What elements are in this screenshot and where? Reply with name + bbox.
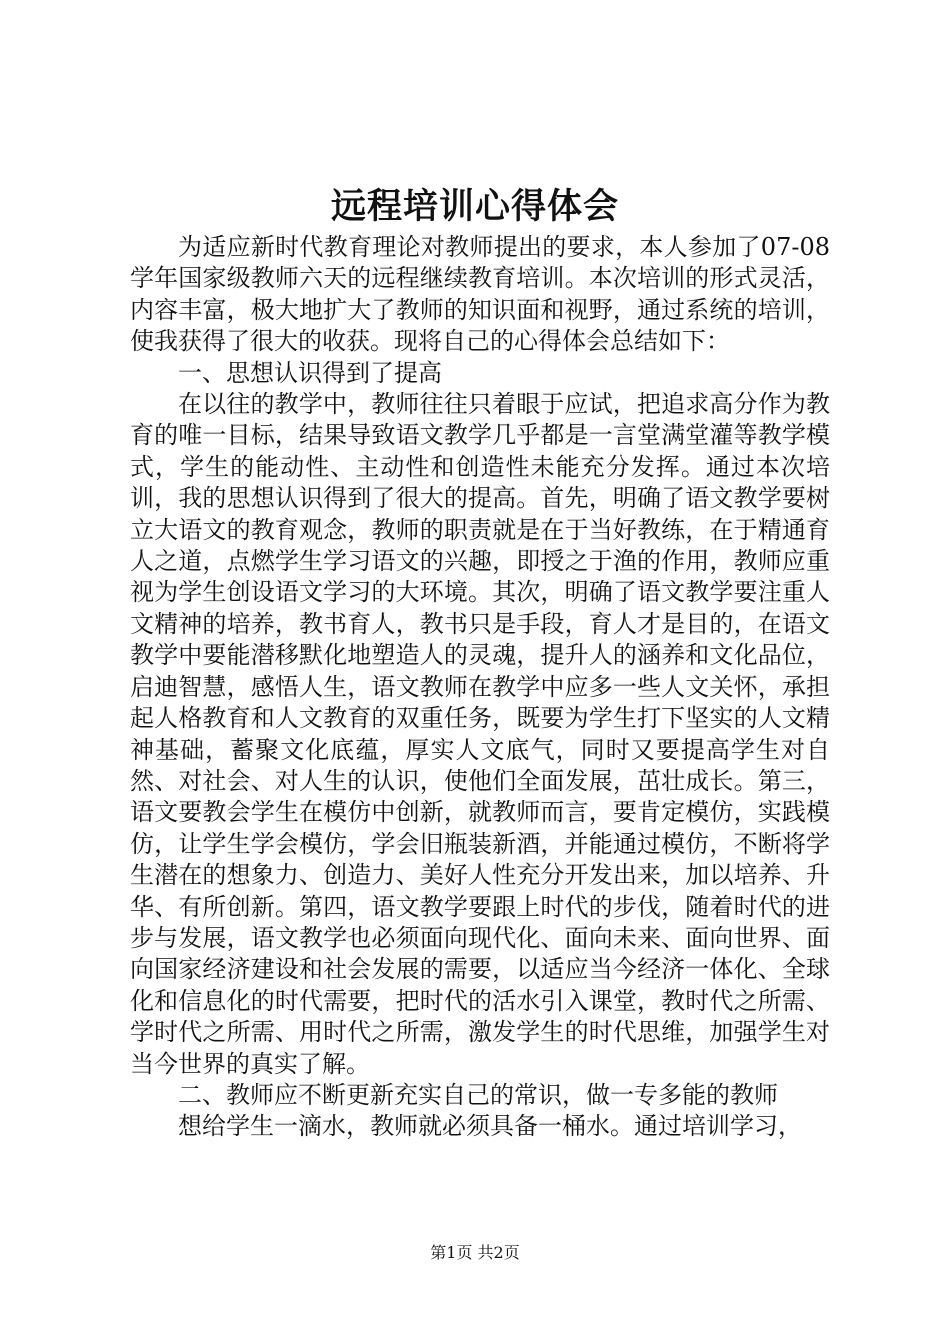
section-1-paragraph: 在以往的教学中，教师往往只着眼于应试，把追求高分作为教育的唯一目标，结果导致语文教学几乎都是一言堂满堂灌等教学模式，学生的能动性、主动性和创造性未能充分发挥。通过本次培训，我的思想认识得到了很大的提高。首先，明确了语文教学要树立大语文的教育观念，教师的职责就是在于当好教练，在于精通育人之道，点燃学生学习语文的兴趣，即授之于渔的作用，教师应重视为学生创设语文学习的大环境。其次，明确了语文教学要注重人文精神的培养，教书育人，教书只是手段，育人才是目的，在语文教学中要能潜移默化地塑造人的灵魂，提升人的涵养和文化品位，启迪智慧，感悟人生，语文教师在教学中应多一些人文关怀，承担起人格教育和人文教育的双重任务，既要为学生打下坚实的人文精神基础，蓄聚文化底蕴，厚实人文底气，同时又要提高学生对自然、对社会、对人生的认识，使他们全面发展，茁壮成长。第三，语文要教会学生在模仿中创新，就教师而言，要肯定模仿，实践模仿，让学生学会模仿，学会旧瓶装新酒，并能通过模仿，不断将学生潜在的想象力、创造力、美好人性充分开发出来，加以培养、升华、有所创新。第四，语文教学要跟上时代的步伐，随着时代的进步与发展，语文教学也必须面向现代化、面向未来、面向世界、面向国家经济建设和社会发展的需要，以适应当今经济一体化、全球化和信息化的时代需要，把时代的活水引入课堂，教时代之所需、学时代之所需、用时代之所需，激发学生的时代思维，加强学生对当今世界的真实了解。: [130, 390, 830, 1078]
document-title: 远程培训心得体会: [330, 186, 619, 227]
intro-paragraph: 为适应新时代教育理论对教师提出的要求，本人参加了07-08学年国家级教师六天的远程继续教育培训。本次培训的形式灵活，内容丰富，极大地扩大了教师的知识面和视野，通过系统的培训，使我获得了很大的收获。现将自己的心得体会总结如下：: [130, 233, 830, 356]
document-body: [130, 232, 830, 1143]
section-heading-2: 二、教师应不断更新充实自己的常识，做一专多能的教师: [178, 1080, 778, 1109]
page-footer: 第1页 共2页: [430, 1243, 520, 1262]
section-2-paragraph: 想给学生一滴水，教师就必须具备一桶水。通过培训学习，: [178, 1112, 802, 1141]
section-heading-1: 一、思想认识得到了提高: [178, 358, 442, 387]
